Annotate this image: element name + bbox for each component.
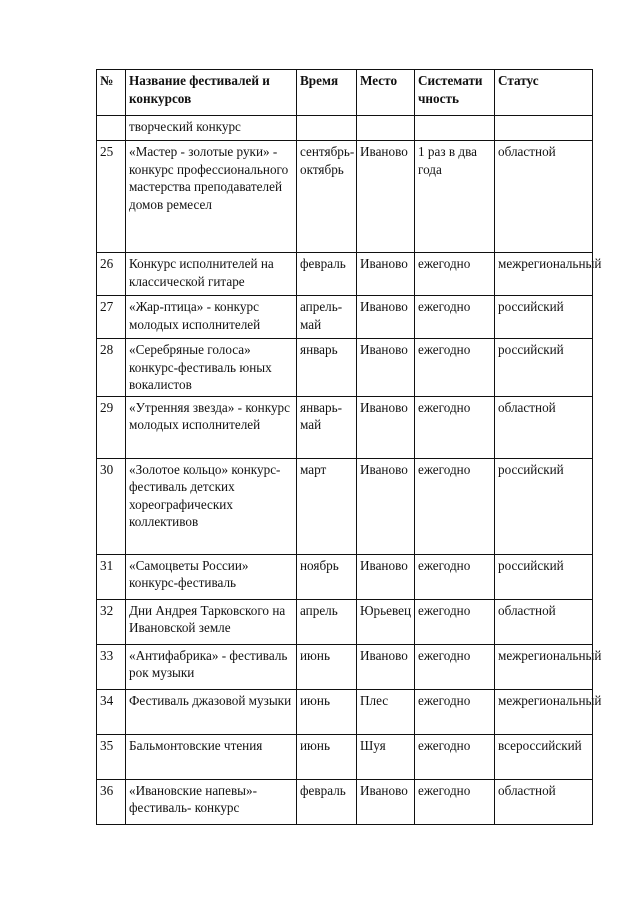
- cell-periodicity: ежегодно: [415, 644, 495, 689]
- cell-name: «Антифабрика» - фестиваль рок музыки: [126, 644, 297, 689]
- header-num: №: [97, 70, 126, 116]
- cell-periodicity: 1 раз в два года: [415, 141, 495, 253]
- cell-status: областной: [495, 396, 593, 458]
- table-header-row: [97, 70, 593, 116]
- cell-name: Конкурс исполнителей на классической гитаре: [126, 253, 297, 296]
- cell-time: январь: [297, 339, 357, 397]
- cell-status: межрегиональный: [495, 644, 593, 689]
- cell-place: Иваново: [357, 141, 415, 253]
- header-name: Название фестивалей и конкурсов: [126, 70, 297, 116]
- cell-time: июнь: [297, 689, 357, 734]
- cell-time: март: [297, 458, 357, 554]
- cell-status: всероссийский: [495, 734, 593, 779]
- cell-periodicity: ежегодно: [415, 689, 495, 734]
- cell-status: российский: [495, 339, 593, 397]
- cell-place: Плес: [357, 689, 415, 734]
- cell-status: областной: [495, 779, 593, 824]
- cell-time: февраль: [297, 779, 357, 824]
- table-row: [97, 554, 593, 599]
- cell-num: [97, 116, 126, 141]
- table-row: [97, 644, 593, 689]
- header-place: Место: [357, 70, 415, 116]
- cell-periodicity: ежегодно: [415, 396, 495, 458]
- cell-place: Иваново: [357, 554, 415, 599]
- cell-time: июнь: [297, 734, 357, 779]
- cell-num: 30: [97, 458, 126, 554]
- cell-name: Дни Андрея Тарковского на Ивановской земле: [126, 599, 297, 644]
- header-status: Статус: [495, 70, 593, 116]
- cell-time: апрель: [297, 599, 357, 644]
- table-row: [97, 689, 593, 734]
- cell-status: межрегиональный: [495, 253, 593, 296]
- table-row: [97, 339, 593, 397]
- cell-time: июнь: [297, 644, 357, 689]
- cell-num: 35: [97, 734, 126, 779]
- cell-time: ноябрь: [297, 554, 357, 599]
- cell-place: Иваново: [357, 253, 415, 296]
- table-row: [97, 296, 593, 339]
- cell-name: творческий конкурс: [126, 116, 297, 141]
- table-row: [97, 141, 593, 253]
- cell-periodicity: ежегодно: [415, 296, 495, 339]
- cell-num: 32: [97, 599, 126, 644]
- cell-place: Иваново: [357, 296, 415, 339]
- cell-place: Юрьевец: [357, 599, 415, 644]
- table-row: [97, 253, 593, 296]
- cell-name: «Золотое кольцо» конкурс-фестиваль детских хореографических коллективов: [126, 458, 297, 554]
- cell-num: 36: [97, 779, 126, 824]
- cell-place: Иваново: [357, 779, 415, 824]
- cell-time: февраль: [297, 253, 357, 296]
- cell-time: январь-май: [297, 396, 357, 458]
- cell-place: [357, 116, 415, 141]
- cell-place: Иваново: [357, 339, 415, 397]
- cell-name: «Самоцветы России» конкурс-фестиваль: [126, 554, 297, 599]
- cell-periodicity: [415, 116, 495, 141]
- header-time: Время: [297, 70, 357, 116]
- cell-name: «Утренняя звезда» - конкурс молодых исполнителей: [126, 396, 297, 458]
- cell-periodicity: ежегодно: [415, 253, 495, 296]
- cell-status: межрегиональный: [495, 689, 593, 734]
- cell-status: российский: [495, 296, 593, 339]
- cell-name: Бальмонтовские чтения: [126, 734, 297, 779]
- cell-num: 27: [97, 296, 126, 339]
- table-row: [97, 599, 593, 644]
- cell-periodicity: ежегодно: [415, 779, 495, 824]
- cell-periodicity: ежегодно: [415, 458, 495, 554]
- cell-name: Фестиваль джазовой музыки: [126, 689, 297, 734]
- table-row: [97, 779, 593, 824]
- cell-time: [297, 116, 357, 141]
- cell-time: сентябрь-октябрь: [297, 141, 357, 253]
- header-periodicity: Системати чность: [415, 70, 495, 116]
- cell-num: 28: [97, 339, 126, 397]
- cell-place: Иваново: [357, 458, 415, 554]
- cell-num: 25: [97, 141, 126, 253]
- cell-periodicity: ежегодно: [415, 554, 495, 599]
- cell-place: Иваново: [357, 644, 415, 689]
- cell-periodicity: ежегодно: [415, 599, 495, 644]
- cell-status: [495, 116, 593, 141]
- cell-status: российский: [495, 458, 593, 554]
- cell-num: 33: [97, 644, 126, 689]
- cell-time: апрель-май: [297, 296, 357, 339]
- cell-name: «Серебряные голоса» конкурс-фестиваль юных вокалистов: [126, 339, 297, 397]
- table-row: [97, 458, 593, 554]
- table-row: [97, 396, 593, 458]
- cell-name: «Ивановские напевы»- фестиваль- конкурс: [126, 779, 297, 824]
- cell-name: «Мастер - золотые руки» - конкурс профессионального мастерства преподавателей домов ремесел: [126, 141, 297, 253]
- cell-periodicity: ежегодно: [415, 734, 495, 779]
- cell-place: Иваново: [357, 396, 415, 458]
- table-row: [97, 734, 593, 779]
- cell-num: 26: [97, 253, 126, 296]
- festivals-table: [96, 69, 602, 825]
- cell-num: 29: [97, 396, 126, 458]
- cell-num: 31: [97, 554, 126, 599]
- cell-status: областной: [495, 141, 593, 253]
- cell-periodicity: ежегодно: [415, 339, 495, 397]
- cell-status: областной: [495, 599, 593, 644]
- cell-name: «Жар-птица» - конкурс молодых исполнителей: [126, 296, 297, 339]
- cell-place: Шуя: [357, 734, 415, 779]
- cell-num: 34: [97, 689, 126, 734]
- continuation-row: [97, 116, 593, 141]
- cell-status: российский: [495, 554, 593, 599]
